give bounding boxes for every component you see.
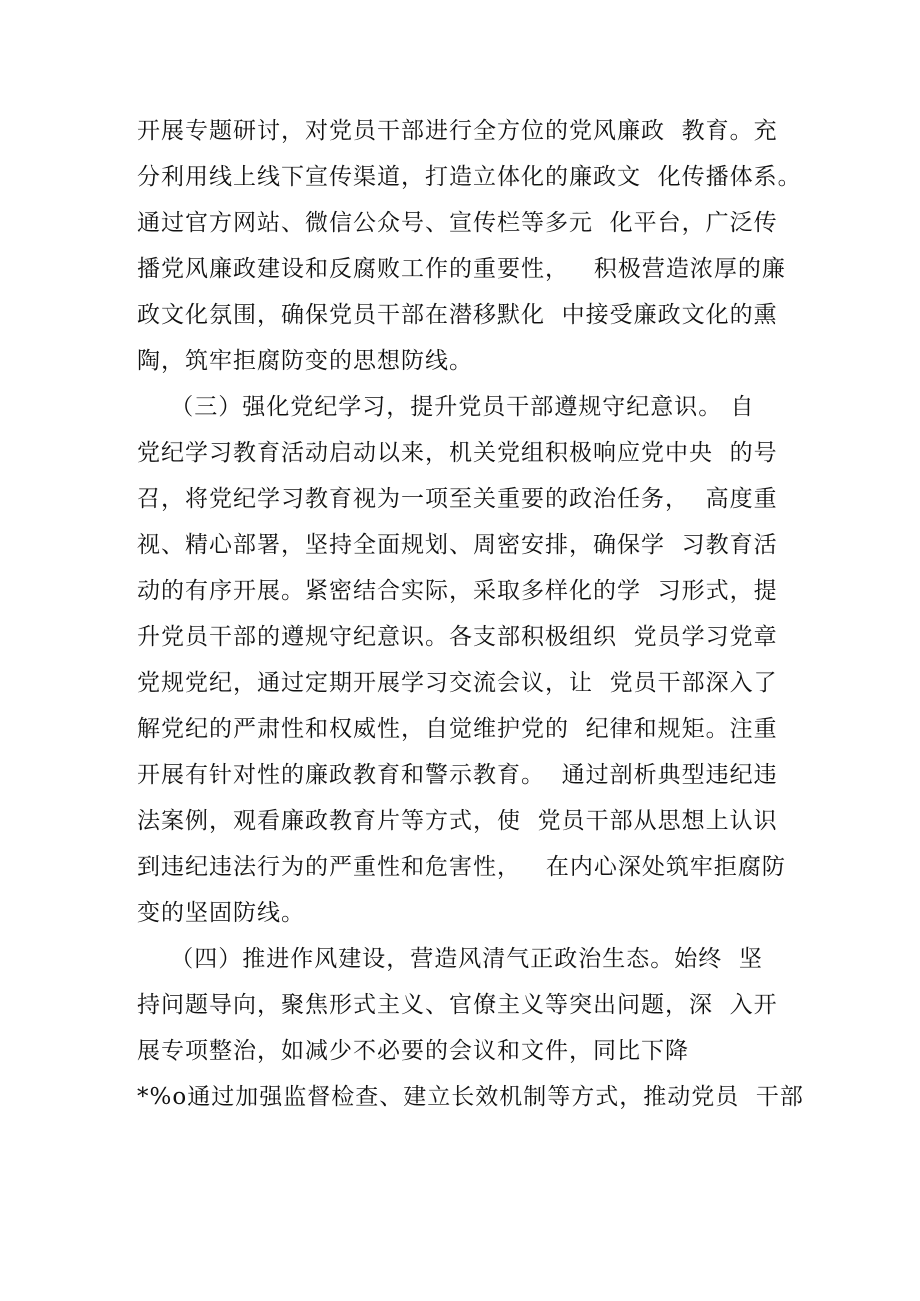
text-line: 党规党纪，通过定期开展学习交流会议，让 党员干部深入了 (137, 670, 778, 696)
text-line: 法案例，观看廉政教育片等方式，使 党员干部从思想上认识 (137, 808, 778, 834)
text-line: 播党风廉政建设和反腐败工作的重要性， 积极营造浓厚的廉 (137, 256, 786, 282)
text-line: 分利用线上线下宣传渠道，打造立体化的廉政文 化传播体系。 (137, 164, 802, 190)
text-line: 开展有针对性的廉政教育和警示教育。 通过剖析典型违纪违 (137, 762, 778, 788)
text-line: 持问题导向，聚焦形式主义、官僚主义等突出问题，深 入开 (137, 992, 778, 1018)
text-line: 陶，筑牢拒腐防变的思想防线。 (137, 348, 473, 374)
text-line: 动的有序开展。紧密结合实际，采取多样化的学 习形式，提 (137, 578, 778, 604)
text-line: 展专项整治，如减少不必要的会议和文件，同比下降 (137, 1038, 689, 1064)
text-line: 视、精心部署，坚持全面规划、周密安排，确保学 习教育活 (137, 532, 778, 558)
section-heading-3: （三）强化党纪学习，提升党员干部遵规守纪意识。 自 (137, 394, 755, 420)
text-line: 到违纪违法行为的严重性和危害性， 在内心深处筑牢拒腐防 (137, 854, 786, 880)
text-line: 党纪学习教育活动启动以来，机关党组积极响应党中央 的号 (137, 440, 778, 466)
text-line: 升党员干部的遵规守纪意识。各支部积极组织 党员学习党章 (137, 624, 778, 650)
text-line: 政文化氛围，确保党员干部在潜移默化 中接受廉政文化的熏 (137, 302, 778, 328)
text-line: *%o通过加强监督检查、建立长效机制等方式，推动党员 干部 (137, 1084, 804, 1110)
text-line: 通过官方网站、微信公众号、宣传栏等多元 化平台，广泛传 (137, 210, 778, 236)
text-line: 召，将党纪学习教育视为一项至关重要的政治任务， 高度重 (137, 486, 778, 512)
section-heading-4: （四）推进作风建设，营造风清气正政治生态。始终 坚 (137, 946, 763, 972)
text-line: 开展专题研讨，对党员干部进行全方位的党风廉政 教育。充 (137, 118, 778, 144)
text-line: 解党纪的严肃性和权威性，自觉维护党的 纪律和规矩。注重 (137, 716, 778, 742)
text-line: 变的坚固防线。 (137, 900, 305, 926)
